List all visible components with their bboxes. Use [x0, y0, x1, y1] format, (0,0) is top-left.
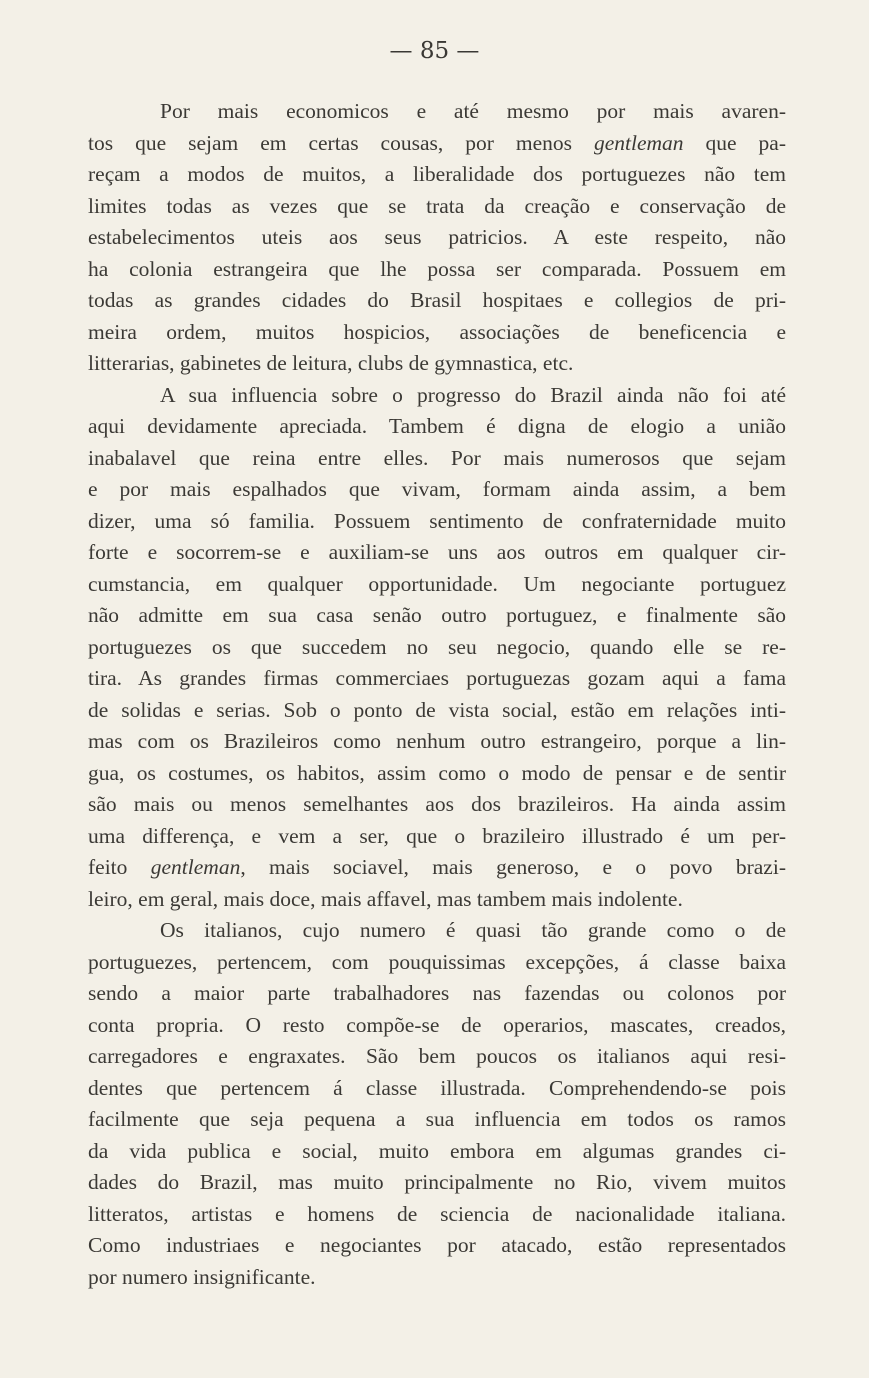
page-number: — 85 —: [389, 38, 480, 64]
text-line: portuguezes, pertencem, com pouquissimas excepções, á classe baixa: [88, 949, 786, 974]
text-line: conta propria. O resto compõe-se de operarios, mascates, creados,: [88, 1012, 786, 1037]
text-line: sendo a maior parte trabalhadores nas fazendas ou colonos por: [88, 981, 786, 1005]
text-line: Os italianos, cujo numero é quasi tão grande como o de: [160, 918, 786, 942]
text-line: ha colonia estrangeira que lhe possa ser comparada. Possuem em: [88, 256, 786, 281]
text-line: A sua influencia sobre o progresso do Brazil ainda não foi até: [160, 382, 786, 407]
text-line: tira. As grandes firmas commerciaes portuguezas gozam aqui a fama: [88, 666, 786, 690]
text-run: que pa-: [683, 130, 786, 155]
text-line: da vida publica e social, muito embora em algumas grandes ci-: [88, 1138, 786, 1163]
text-line: [88, 128, 786, 160]
text-line: não admitte em sua casa senão outro portuguez, e finalmente são: [88, 603, 786, 627]
text-line: meira ordem, muitos hospicios, associações de beneficencia e: [88, 319, 786, 344]
text-line: leiro, em geral, mais doce, mais affavel, mas tambem mais indolente.: [88, 886, 683, 911]
text-line: gua, os costumes, os habitos, assim como o modo de pensar e de sentir: [88, 760, 786, 785]
text-line: uma differença, e vem a ser, que o brazileiro illustrado é um per-: [88, 823, 786, 848]
text-line: e por mais espalhados que vivam, formam ainda assim, a bem: [88, 477, 786, 501]
text-line: dades do Brazil, mas muito principalmente no Rio, vivem muitos: [88, 1170, 786, 1194]
text-line: de solidas e serias. Sob o ponto de vista social, estão em relações inti-: [88, 697, 786, 722]
text-line: mas com os Brazileiros como nenhum outro estrangeiro, porque a lin-: [88, 729, 786, 753]
text-line: cumstancia, em qualquer opportunidade. Um negociante portuguez: [88, 571, 786, 596]
text-line: Por mais economicos e até mesmo por mais avaren-: [160, 99, 786, 123]
text-run: feito: [88, 855, 151, 879]
text-line: limites todas as vezes que se trata da creação e conservação de: [88, 193, 786, 218]
text-line: aqui devidamente apreciada. Tambem é digna de elogio a união: [88, 414, 786, 438]
body-text: [88, 96, 786, 1293]
text-line: facilmente que seja pequena a sua influencia em todos os ramos: [88, 1107, 786, 1131]
text-line: dentes que pertencem á classe illustrada. Comprehendendo-se pois: [88, 1075, 786, 1100]
text-line: todas as grandes cidades do Brasil hospitaes e collegios de pri-: [88, 288, 786, 312]
text-line: inabalavel que reina entre elles. Por mais numerosos que sejam: [88, 445, 786, 470]
italic-term: gentleman: [150, 855, 241, 879]
text-line: reçam a modos de muitos, a liberalidade dos portuguezes não tem: [88, 162, 786, 186]
text-run: , mais sociavel, mais generoso, e o povo brazi-: [240, 855, 786, 879]
text-run: tos que sejam em certas cousas, por menos: [88, 130, 594, 155]
text-line: litteratos, artistas e homens de sciencia de nacionalidade italiana.: [88, 1201, 786, 1226]
italic-term: gentleman: [593, 130, 684, 155]
text-line: dizer, uma só familia. Possuem sentimento de confraternidade muito: [88, 508, 786, 533]
text-line: carregadores e engraxates. São bem poucos os italianos aqui resi-: [88, 1044, 786, 1068]
text-line: estabelecimentos uteis aos seus patricios. A este respeito, não: [88, 225, 786, 249]
text-line: são mais ou menos semelhantes aos dos brazileiros. Ha ainda assim: [88, 792, 786, 816]
text-line: [88, 852, 786, 884]
text-line: forte e socorrem-se e auxiliam-se uns aos outros em qualquer cir-: [88, 540, 786, 564]
text-line: Como industriaes e negociantes por atacado, estão representados: [88, 1233, 786, 1257]
text-line: litterarias, gabinetes de leitura, clubs de gymnastica, etc.: [88, 351, 574, 375]
text-line: portuguezes os que succedem no seu negocio, quando elle se re-: [88, 634, 786, 659]
text-line: por numero insignificante.: [88, 1264, 316, 1289]
